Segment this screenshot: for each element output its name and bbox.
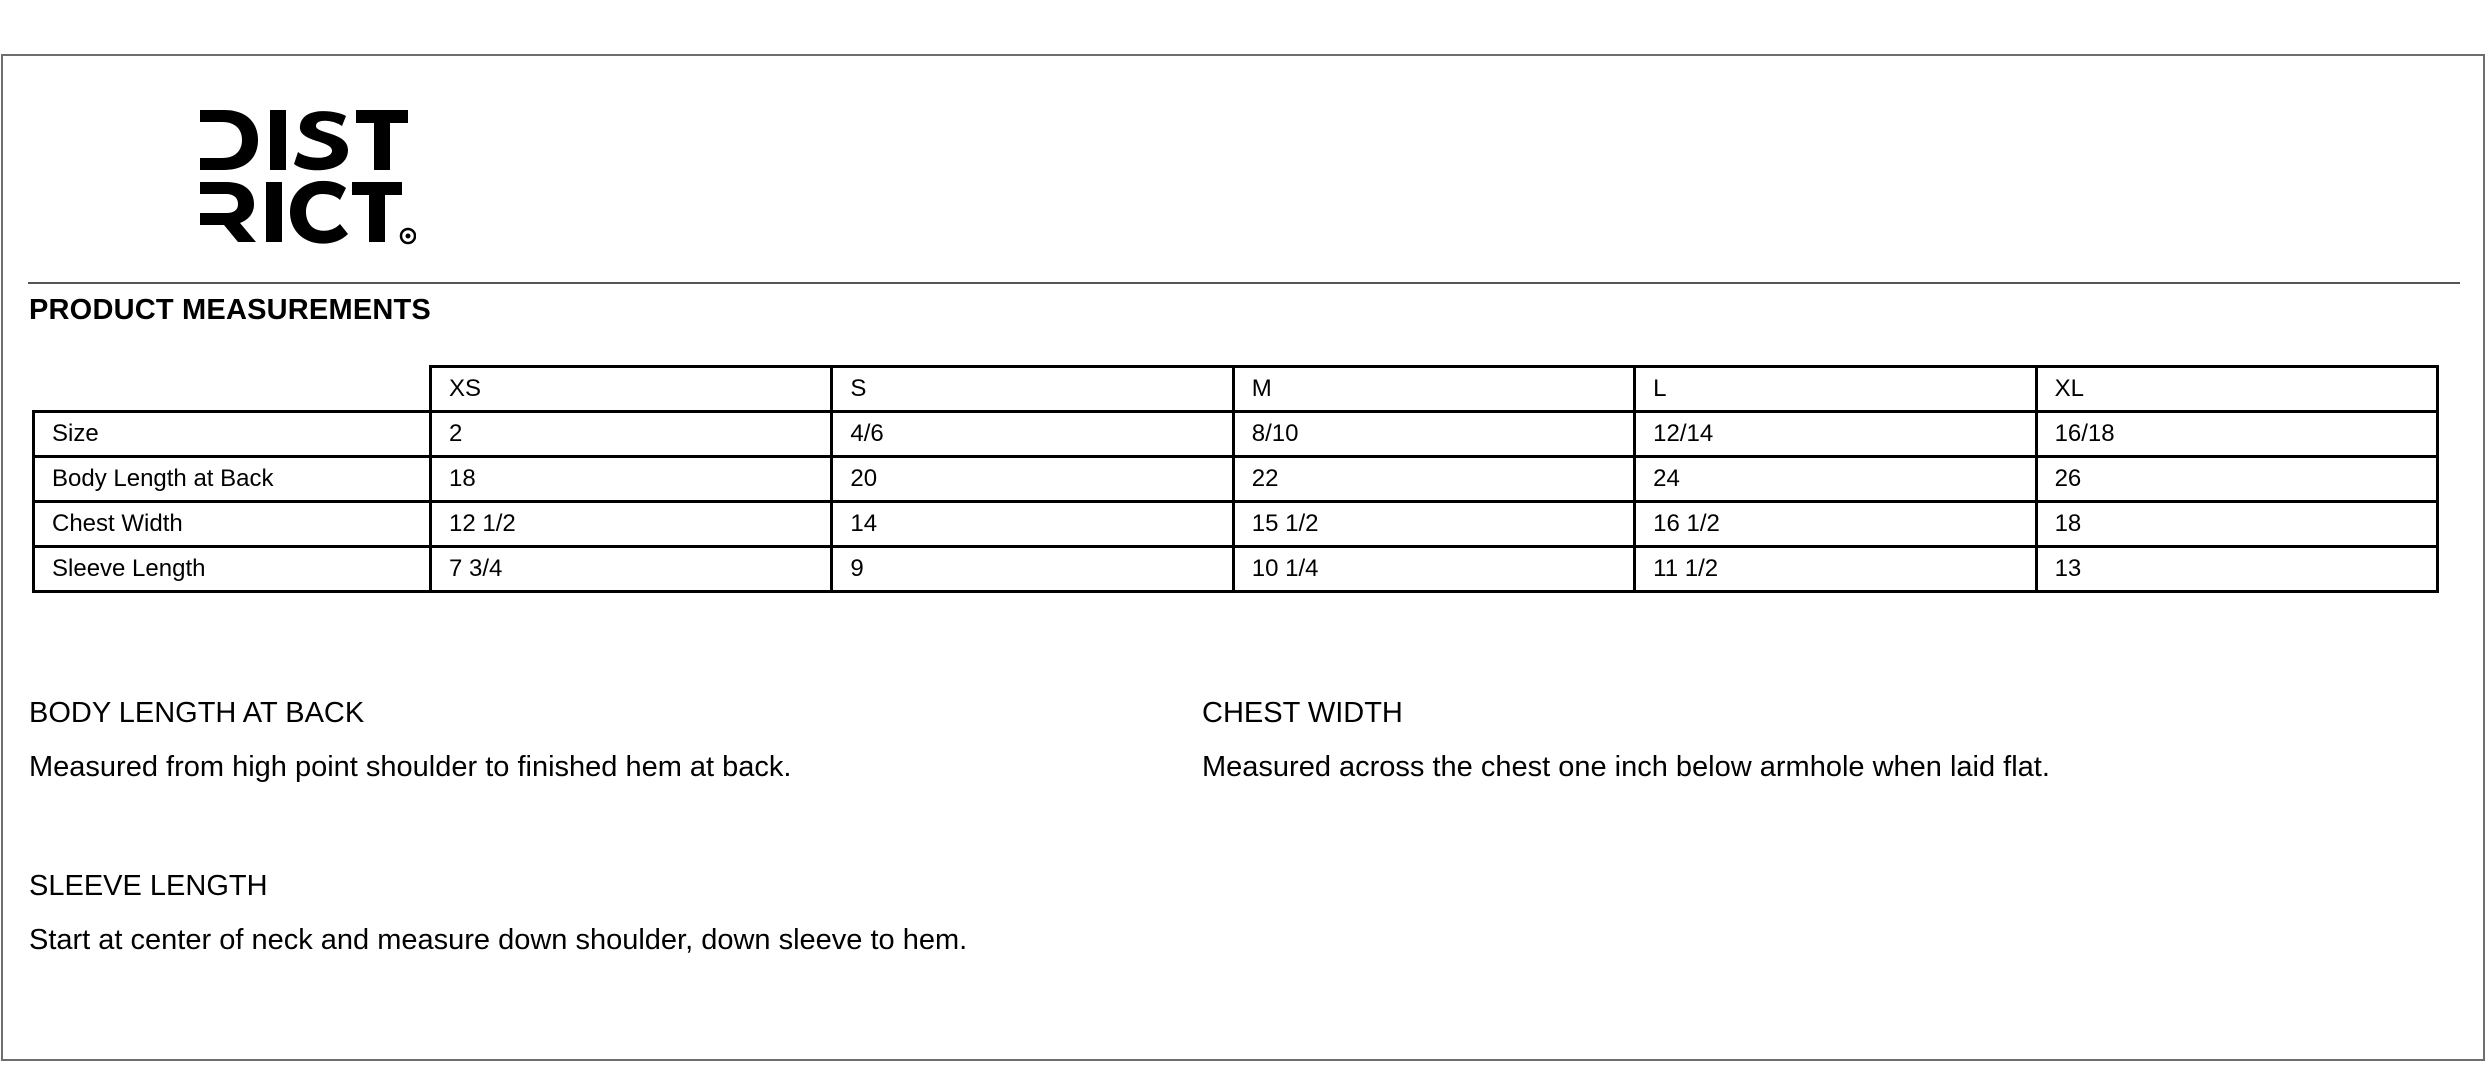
table-corner-cell — [34, 367, 431, 412]
table-cell: 22 — [1233, 457, 1634, 502]
table-row — [34, 412, 2438, 457]
table-cell: 26 — [2036, 457, 2437, 502]
size-header: XS — [431, 367, 832, 412]
table-cell: 13 — [2036, 547, 2437, 592]
table-cell: 16/18 — [2036, 412, 2437, 457]
table-cell: 2 — [431, 412, 832, 457]
table-cell: 18 — [431, 457, 832, 502]
row-label: Body Length at Back — [34, 457, 431, 502]
chest-width-title: CHEST WIDTH — [1202, 697, 1403, 729]
body-length-title: BODY LENGTH AT BACK — [29, 697, 365, 729]
row-label: Sleeve Length — [34, 547, 431, 592]
table-cell: 14 — [832, 502, 1233, 547]
table-cell: 24 — [1635, 457, 2036, 502]
table-row — [34, 502, 2438, 547]
row-label: Chest Width — [34, 502, 431, 547]
table-cell: 15 1/2 — [1233, 502, 1634, 547]
table-cell: 7 3/4 — [431, 547, 832, 592]
table-cell: 18 — [2036, 502, 2437, 547]
table-cell: 8/10 — [1233, 412, 1634, 457]
table-cell: 16 1/2 — [1635, 502, 2036, 547]
size-header: L — [1635, 367, 2036, 412]
table-cell: 4/6 — [832, 412, 1233, 457]
table-cell: 10 1/4 — [1233, 547, 1634, 592]
table-header-row — [34, 367, 2438, 412]
table-cell: 11 1/2 — [1635, 547, 2036, 592]
header-divider — [28, 282, 2460, 284]
section-title: PRODUCT MEASUREMENTS — [29, 294, 431, 326]
body-length-description: Measured from high point shoulder to finished hem at back. — [29, 751, 792, 783]
sleeve-length-description: Start at center of neck and measure down shoulder, down sleeve to hem. — [29, 924, 968, 956]
size-header: XL — [2036, 367, 2437, 412]
table-row — [34, 547, 2438, 592]
row-label: Size — [34, 412, 431, 457]
table-cell: 20 — [832, 457, 1233, 502]
table-row — [34, 457, 2438, 502]
size-header: M — [1233, 367, 1634, 412]
chest-width-description: Measured across the chest one inch below armhole when laid flat. — [1202, 751, 2050, 783]
measurement-table — [32, 365, 2439, 593]
size-header: S — [832, 367, 1233, 412]
table-cell: 12/14 — [1635, 412, 2036, 457]
table-cell: 9 — [832, 547, 1233, 592]
table-cell: 12 1/2 — [431, 502, 832, 547]
district-logo — [196, 106, 416, 246]
sleeve-length-title: SLEEVE LENGTH — [29, 870, 268, 902]
